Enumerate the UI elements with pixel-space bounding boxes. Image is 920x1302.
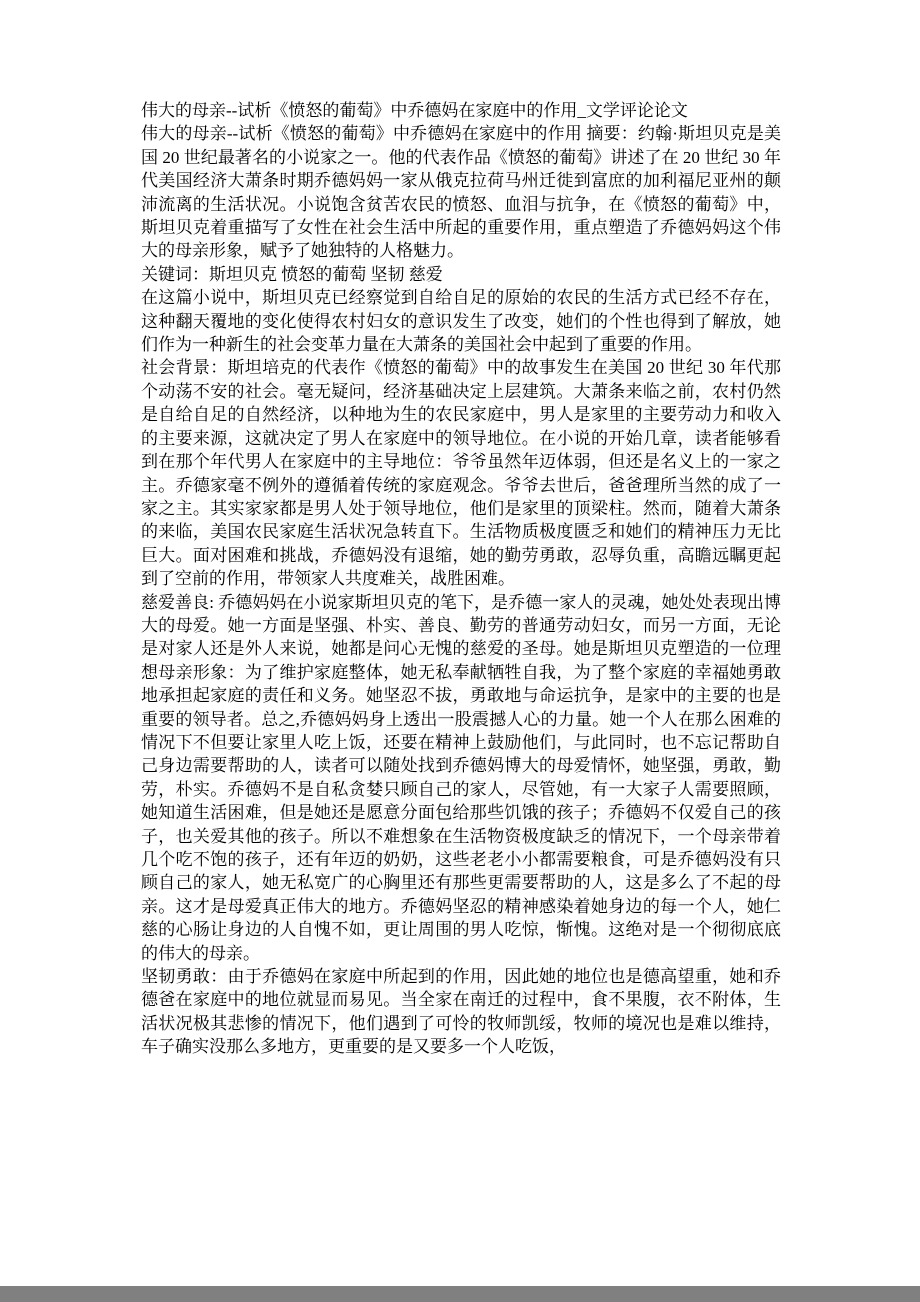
paragraph-keywords: 关键词：斯坦贝克 愤怒的葡萄 坚韧 慈爱 — [141, 264, 443, 284]
document-title: 伟大的母亲--试析《愤怒的葡萄》中乔德妈在家庭中的作用_文学评论论文 — [141, 101, 688, 120]
paragraph-tenacity: 坚韧勇敢：由于乔德妈在家庭中所起到的作用，因此她的地位也是德高望重，她和乔德爸在家庭中的地位就显而易见。当全家在南迁的过程中，食不果腹，衣不附体，生活状况极其悲惨的情况下，他们遇到了可怜的牧师凯绥，牧师的境况也是难以维持，车子确实没那么多地方，更重要的是又要多一个人吃饭， — [141, 967, 781, 1057]
page-bottom-strip — [0, 1286, 920, 1302]
document-body — [141, 99, 781, 1059]
paragraph-social-background: 社会背景：斯坦培克的代表作《愤怒的葡萄》中的故事发生在美国 20 世纪 30 年代那个动荡不安的社会。毫无疑问，经济基础决定上层建筑。大萧条来临之前，农村仍然是自给自足的自然经济，以种地为生的农民家庭中，男人是家里的主要劳动力和收入的主要来源，这就决定了男人在家庭中的领导地位。在小说的开始几章，读者能够看到在那个年代男人在家庭中的主导地位：爷爷虽然年迈体弱，但还是名义上的一家之主。乔德家毫不例外的遵循着传统的家庭观念。爷爷去世后，爸爸理所当然的成了一家之主。其实家家都是男人处于领导地位，他们是家里的顶梁柱。然而，随着大萧条的来临，美国农民家庭生活状况急转直下。生活物质极度匮乏和她们的精神压力无比巨大。面对困难和挑战，乔德妈没有退缩，她的勤劳勇敢，忍辱负重，高瞻远瞩更起到了空前的作用，带领家人共度难关，战胜困难。 — [141, 358, 781, 589]
paragraph-abstract: 伟大的母亲--试析《愤怒的葡萄》中乔德妈在家庭中的作用 摘要：约翰·斯坦贝克是美国 20 世纪最著名的小说家之一。他的代表作品《愤怒的葡萄》讲述了在 20 世纪 30 年代美国经济大萧条时期乔德妈妈一家从俄克拉荷马州迁徙到富庶的加利福尼亚州的颠沛流离的生活状况。小说饱含贫苦农民的愤怒、血泪与抗争，在《愤怒的葡萄》中，斯坦贝克着重描写了女性在社会生活中所起的重要作用，重点塑造了乔德妈妈这个伟大的母亲形象，赋予了她独特的人格魅力。 — [141, 124, 781, 261]
paragraph-kindness: 慈爱善良: 乔德妈妈在小说家斯坦贝克的笔下，是乔德一家人的灵魂，她处处表现出博大的母爱。她一方面是坚强、朴实、善良、勤劳的普通劳动妇女，而另一方面，无论是对家人还是外人来说，她都是问心无愧的慈爱的圣母。她是斯坦贝克塑造的一位理想母亲形象：为了维护家庭整体，她无私奉献牺牲自我，为了整个家庭的幸福她勇敢地承担起家庭的责任和义务。她坚忍不拔，勇敢地与命运抗争，是家中的主要的也是重要的领导者。总之,乔德妈妈身上透出一股震撼人心的力量。她一个人在那么困难的情况下不但要让家里人吃上饭，还要在精神上鼓励他们，与此同时，也不忘记帮助自己身边需要帮助的人，读者可以随处找到乔德妈博大的母爱情怀，她坚强，勇敢，勤劳，朴实。乔德妈不是自私贪婪只顾自己的家人，尽管她，有一大家子人需要照顾，她知道生活困难，但是她还是愿意分面包给那些饥饿的孩子；乔德妈不仅爱自己的孩子，也关爱其他的孩子。所以不难想象在生活物资极度缺乏的情况下，一个母亲带着几个吃不饱的孩子，还有年迈的奶奶，这些老老小小都需要粮食，可是乔德妈没有只顾自己的家人，她无私宽广的心胸里还有那些更需要帮助的人，这是多么了不起的母亲。这才是母爱真正伟大的地方。乔德妈坚忍的精神感染着她身边的每一个人，她仁慈的心肠让身边的人自愧不如，更让周围的男人吃惊，惭愧。这绝对是一个彻彻底底的伟大的母亲。 — [141, 592, 781, 963]
paragraph-intro: 在这篇小说中，斯坦贝克已经察觉到自给自足的原始的农民的生活方式已经不存在，这种翻天覆地的变化使得农村妇女的意识发生了改变，她们的个性也得到了解放，她们作为一种新生的社会变革力量在大萧条的美国社会中起到了重要的作用。 — [141, 288, 781, 355]
